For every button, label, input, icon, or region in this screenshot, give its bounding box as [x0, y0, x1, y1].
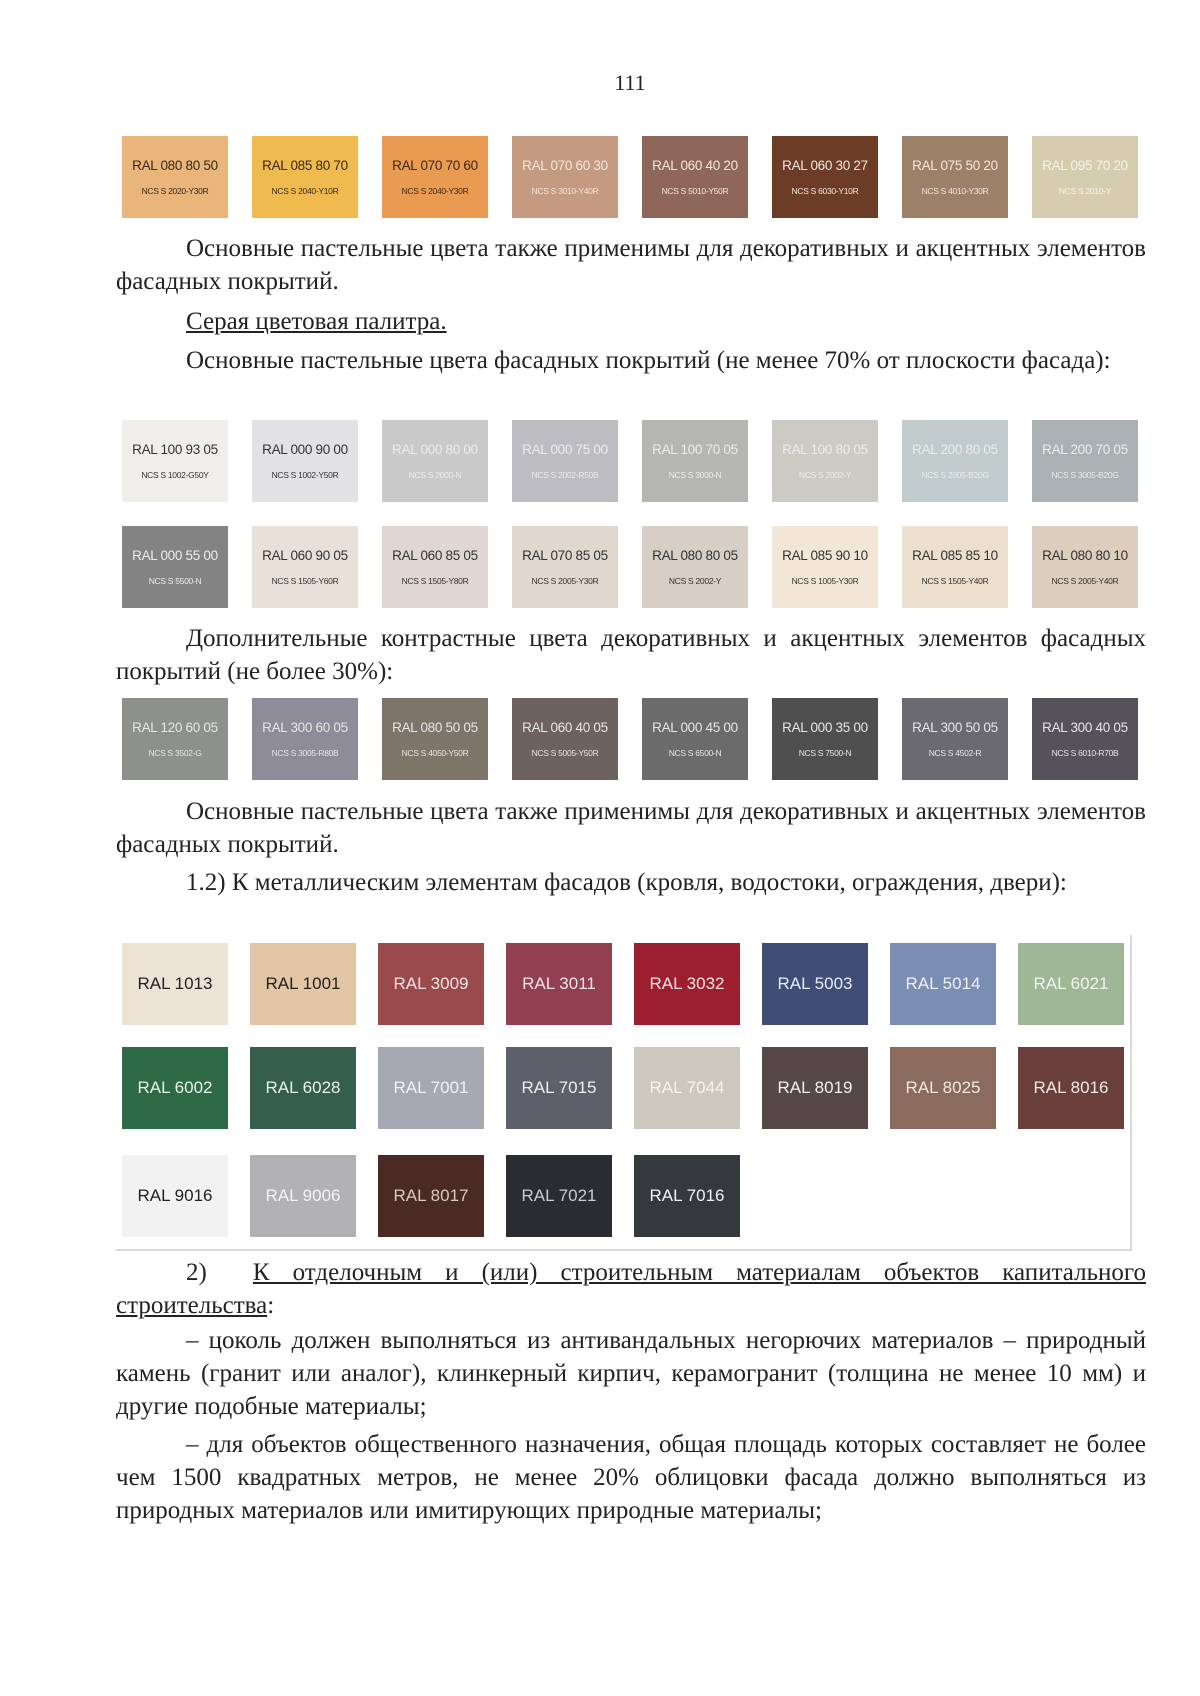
metal-color-swatch: RAL 3009 — [378, 943, 484, 1025]
color-swatch — [642, 420, 748, 502]
paragraph-plinth — [116, 1324, 1146, 1423]
metal-color-swatch: RAL 1001 — [250, 943, 356, 1025]
swatch-ncs-code: NCS S 2005-Y30R — [531, 576, 599, 586]
paragraph-finishing-materials — [116, 1256, 1146, 1322]
gray-palette-heading-text: Серая цветовая палитра. — [186, 308, 447, 335]
color-swatch — [902, 698, 1008, 780]
metal-palette-row-3 — [122, 1155, 740, 1237]
metal-color-swatch: RAL 8017 — [378, 1155, 484, 1237]
swatch-ncs-code: NCS S 4502-R — [928, 748, 982, 758]
swatch-ral-code: RAL 000 75 00 — [522, 442, 608, 457]
gray-palette-row-1 — [122, 420, 1138, 502]
metal-color-swatch: RAL 7016 — [634, 1155, 740, 1237]
swatch-ncs-code: NCS S 5010-Y50R — [661, 186, 729, 196]
paragraph-metal-elements — [116, 866, 1146, 899]
color-swatch — [772, 136, 878, 218]
metal-color-swatch: RAL 6028 — [250, 1047, 356, 1129]
metal-color-swatch: RAL 1013 — [122, 943, 228, 1025]
swatch-ncs-code: NCS S 2002-Y — [798, 470, 852, 480]
swatch-ral-code: RAL 080 80 05 — [652, 548, 738, 563]
swatch-ncs-code: NCS S 2040-Y10R — [271, 186, 339, 196]
swatch-ral-code: RAL 070 85 05 — [522, 548, 608, 563]
color-swatch — [1032, 526, 1138, 608]
paragraph-contrast — [116, 622, 1146, 688]
metal-color-swatch: RAL 7021 — [506, 1155, 612, 1237]
paragraph-main-pastel-text: Основные пастельные цвета фасадных покрытий (не менее 70% от плоскости фасада): — [186, 347, 1111, 374]
metal-color-swatch: RAL 5014 — [890, 943, 996, 1025]
swatch-ral-code: RAL 080 80 50 — [132, 158, 218, 173]
swatch-ral-code: RAL 060 40 20 — [652, 158, 738, 173]
color-swatch — [512, 136, 618, 218]
metal-color-swatch: RAL 6002 — [122, 1047, 228, 1129]
paragraph-metal-elements-text: 1.2) К металлическим элементам фасадов (кровля, водостоки, ограждения, двери): — [186, 869, 1067, 896]
swatch-ral-code: RAL 000 35 00 — [782, 720, 868, 735]
paragraph-contrast-text: Дополнительные контрастные цвета декоративных и акцентных элементов фасадных покрытий (не более 30%): — [116, 625, 1146, 685]
paragraph-finishing-tail: : — [267, 1292, 275, 1319]
color-swatch — [902, 420, 1008, 502]
contrast-palette-row — [122, 698, 1138, 780]
color-swatch — [772, 420, 878, 502]
color-swatch — [902, 136, 1008, 218]
swatch-ral-code: RAL 000 55 00 — [132, 548, 218, 563]
metal-color-swatch: RAL 3011 — [506, 943, 612, 1025]
color-swatch — [642, 698, 748, 780]
metal-color-swatch: RAL 6021 — [1018, 943, 1124, 1025]
swatch-ncs-code: NCS S 2000-N — [408, 470, 462, 480]
color-swatch — [512, 698, 618, 780]
swatch-ral-code: RAL 060 90 05 — [262, 548, 348, 563]
color-swatch — [252, 136, 358, 218]
color-swatch — [252, 526, 358, 608]
color-swatch — [642, 136, 748, 218]
swatch-ral-code: RAL 060 85 05 — [392, 548, 478, 563]
paragraph-public-buildings-text: – для объектов общественного назначения, общая площадь которых составляет не более чем 1500 квадратных метров, не менее 20% облицовки фасада должно выполняться из природных материалов или имитирующих природные материалы; — [116, 1431, 1146, 1524]
metal-palette-row-1 — [122, 943, 1124, 1025]
metal-color-swatch: RAL 7015 — [506, 1047, 612, 1129]
swatch-ral-code: RAL 075 50 20 — [912, 158, 998, 173]
color-swatch — [642, 526, 748, 608]
yellow-palette-row — [122, 136, 1138, 218]
swatch-ral-code: RAL 085 80 70 — [262, 158, 348, 173]
paragraph-finishing-heading: К отделочным и (или) строительным материалам объектов капитального строительства — [116, 1259, 1147, 1319]
swatch-ncs-code: NCS S 5005-Y50R — [531, 748, 599, 758]
swatch-ncs-code: NCS S 3010-Y40R — [531, 186, 599, 196]
swatch-ral-code: RAL 060 40 05 — [522, 720, 608, 735]
color-swatch — [772, 526, 878, 608]
paragraph-main-pastel — [116, 344, 1146, 377]
swatch-ral-code: RAL 300 60 05 — [262, 720, 348, 735]
metal-color-swatch: RAL 8019 — [762, 1047, 868, 1129]
swatch-ral-code: RAL 085 90 10 — [782, 548, 868, 563]
swatch-ncs-code: NCS S 2040-Y30R — [401, 186, 469, 196]
metal-color-swatch: RAL 8016 — [1018, 1047, 1124, 1129]
swatch-ncs-code: NCS S 6030-Y10R — [791, 186, 859, 196]
swatch-ral-code: RAL 200 80 05 — [912, 442, 998, 457]
page-number: 111 — [614, 70, 646, 95]
color-swatch — [902, 526, 1008, 608]
metal-color-swatch: RAL 7044 — [634, 1047, 740, 1129]
color-swatch — [122, 420, 228, 502]
swatch-ncs-code: NCS S 2020-Y30R — [141, 186, 209, 196]
swatch-ncs-code: NCS S 1505-Y40R — [921, 576, 989, 586]
color-swatch — [122, 698, 228, 780]
swatch-ral-code: RAL 300 40 05 — [1042, 720, 1128, 735]
swatch-ncs-code: NCS S 7500-N — [798, 748, 852, 758]
swatch-ncs-code: NCS S 1002-Y50R — [271, 470, 339, 480]
swatch-ral-code: RAL 080 80 10 — [1042, 548, 1128, 563]
swatch-ncs-code: NCS S 3005-R80B — [271, 748, 339, 758]
metal-color-swatch: RAL 9016 — [122, 1155, 228, 1237]
swatch-ral-code: RAL 060 30 27 — [782, 158, 868, 173]
swatch-ncs-code: NCS S 6500-N — [668, 748, 722, 758]
paragraph-pastel-note-1 — [116, 232, 1146, 298]
swatch-ncs-code: NCS S 1505-Y60R — [271, 576, 339, 586]
color-swatch — [772, 698, 878, 780]
swatch-ral-code: RAL 100 70 05 — [652, 442, 738, 457]
swatch-ral-code: RAL 100 93 05 — [132, 442, 218, 457]
swatch-ral-code: RAL 095 70 20 — [1042, 158, 1128, 173]
color-swatch — [382, 698, 488, 780]
swatch-ral-code: RAL 000 45 00 — [652, 720, 738, 735]
color-swatch — [382, 420, 488, 502]
color-swatch — [122, 526, 228, 608]
metal-color-swatch: RAL 7001 — [378, 1047, 484, 1129]
color-swatch — [382, 526, 488, 608]
paragraph-pastel-note-1-text: Основные пастельные цвета также применимы для декоративных и акцентных элементов фасадных покрытий. — [116, 235, 1146, 295]
color-swatch — [512, 526, 618, 608]
swatch-ncs-code: NCS S 6010-R70B — [1051, 748, 1119, 758]
swatch-ncs-code: NCS S 1002-G50Y — [141, 470, 209, 480]
color-swatch — [382, 136, 488, 218]
swatch-ncs-code: NCS S 2010-Y — [1058, 186, 1112, 196]
metal-color-swatch: RAL 3032 — [634, 943, 740, 1025]
swatch-ncs-code: NCS S 3000-N — [668, 470, 722, 480]
swatch-ral-code: RAL 120 60 05 — [132, 720, 218, 735]
swatch-ncs-code: NCS S 2005-B20G — [921, 470, 989, 480]
swatch-ncs-code: NCS S 2002-R50B — [531, 470, 599, 480]
paragraph-plinth-text: – цоколь должен выполняться из антивандальных негорючих материалов – природный камень (гранит или аналог), клинкерный кирпич, керамогранит (толщина не менее 10 мм) и другие подобные материалы; — [116, 1327, 1146, 1420]
swatch-ral-code: RAL 100 80 05 — [782, 442, 868, 457]
swatch-ral-code: RAL 080 50 05 — [392, 720, 478, 735]
gray-palette-row-2 — [122, 526, 1138, 608]
gray-palette-heading — [116, 305, 1146, 338]
swatch-ncs-code: NCS S 2005-Y40R — [1051, 576, 1119, 586]
metal-palette-row-2 — [122, 1047, 1124, 1129]
metal-colors-panel — [116, 935, 1132, 1251]
color-swatch — [512, 420, 618, 502]
paragraph-finishing-number: 2) — [186, 1259, 207, 1286]
swatch-ral-code: RAL 300 50 05 — [912, 720, 998, 735]
metal-color-swatch: RAL 9006 — [250, 1155, 356, 1237]
swatch-ncs-code: NCS S 4050-Y50R — [401, 748, 469, 758]
swatch-ral-code: RAL 070 70 60 — [392, 158, 478, 173]
color-swatch — [252, 698, 358, 780]
swatch-ncs-code: NCS S 4010-Y30R — [921, 186, 989, 196]
color-swatch — [252, 420, 358, 502]
color-swatch — [1032, 136, 1138, 218]
swatch-ral-code: RAL 085 85 10 — [912, 548, 998, 563]
swatch-ncs-code: NCS S 2002-Y — [668, 576, 722, 586]
swatch-ral-code: RAL 000 90 00 — [262, 442, 348, 457]
color-swatch — [1032, 420, 1138, 502]
swatch-ral-code: RAL 070 60 30 — [522, 158, 608, 173]
swatch-ncs-code: NCS S 1505-Y80R — [401, 576, 469, 586]
paragraph-public-buildings — [116, 1428, 1146, 1527]
swatch-ral-code: RAL 200 70 05 — [1042, 442, 1128, 457]
paragraph-pastel-note-2-text: Основные пастельные цвета также применимы для декоративных и акцентных элементов фасадных покрытий. — [116, 798, 1146, 858]
metal-color-swatch: RAL 5003 — [762, 943, 868, 1025]
swatch-ral-code: RAL 000 80 00 — [392, 442, 478, 457]
swatch-ncs-code: NCS S 5500-N — [148, 576, 202, 586]
swatch-ncs-code: NCS S 3502-G — [148, 748, 202, 758]
color-swatch — [122, 136, 228, 218]
swatch-ncs-code: NCS S 1005-Y30R — [791, 576, 859, 586]
paragraph-pastel-note-2 — [116, 795, 1146, 861]
metal-color-swatch: RAL 8025 — [890, 1047, 996, 1129]
color-swatch — [1032, 698, 1138, 780]
swatch-ncs-code: NCS S 3005-B20G — [1051, 470, 1119, 480]
